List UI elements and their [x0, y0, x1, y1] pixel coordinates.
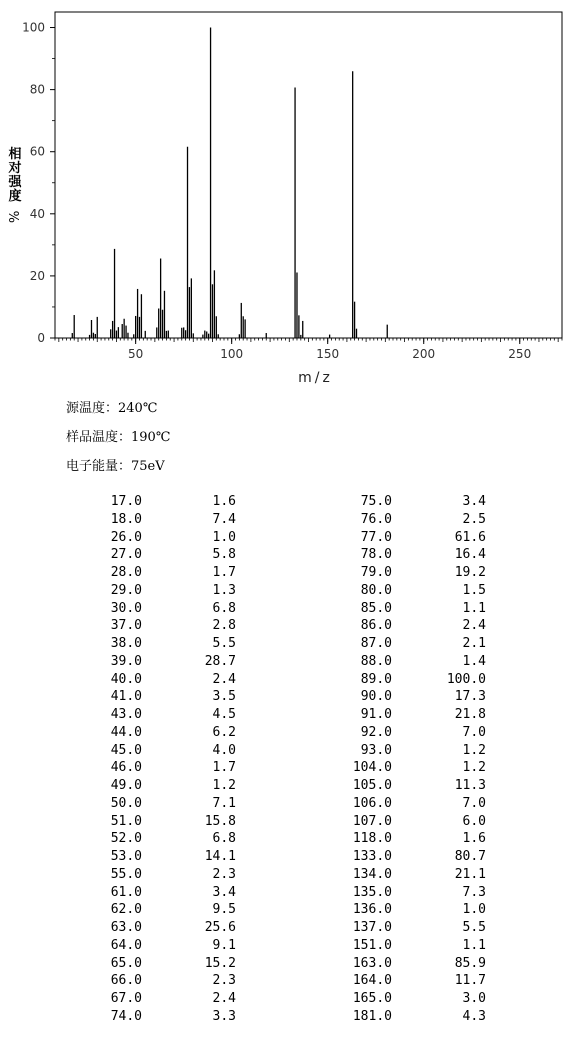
table-row: [342, 884, 486, 902]
y-axis-label: [7, 146, 23, 223]
mz-value: 181.0: [352, 1008, 392, 1024]
mz-value: 66.0: [110, 973, 142, 989]
intensity-value: 2.8: [212, 618, 236, 634]
table-row: [342, 724, 486, 742]
param-label: 源温度：: [66, 401, 119, 416]
intensity-value: 2.4: [212, 991, 236, 1006]
param-value: 75eV: [131, 459, 165, 474]
intensity-value: 3.0: [462, 991, 486, 1006]
table-row: [92, 671, 236, 689]
mz-value: 41.0: [110, 689, 142, 705]
intensity-value: 19.2: [454, 565, 486, 580]
intensity-value: 1.4: [462, 653, 486, 669]
table-row: [342, 688, 486, 706]
y-axis-label-char: 强: [8, 175, 22, 190]
table-row: [342, 866, 486, 884]
mz-value: 76.0: [360, 511, 392, 527]
intensity-value: 1.2: [212, 778, 236, 793]
mz-value: 90.0: [360, 689, 392, 705]
mz-value: 46.0: [110, 760, 142, 776]
y-tick-label: 60: [29, 144, 45, 159]
mz-value: 26.0: [110, 529, 142, 545]
intensity-value: 2.5: [462, 511, 486, 527]
mz-value: 18.0: [110, 511, 142, 527]
intensity-value: 28.7: [204, 653, 236, 669]
table-row: [92, 937, 236, 955]
mz-value: 65.0: [110, 955, 142, 971]
param-value: 240℃: [118, 401, 158, 416]
table-row: [342, 777, 486, 795]
intensity-value: 1.0: [462, 902, 486, 918]
mz-value: 86.0: [360, 618, 392, 634]
intensity-value: 9.1: [212, 937, 236, 953]
table-row: [342, 937, 486, 955]
intensity-value: 9.5: [212, 902, 236, 918]
intensity-value: 100.0: [446, 671, 486, 687]
y-axis-label-char: 相: [8, 147, 22, 162]
table-row: [342, 546, 486, 564]
mz-value: 64.0: [110, 937, 142, 953]
intensity-value: 2.3: [212, 866, 236, 882]
table-row: [92, 582, 236, 600]
intensity-value: 5.5: [212, 636, 236, 651]
param-label: 电子能量：: [66, 459, 132, 474]
mz-value: 92.0: [360, 724, 392, 740]
table-row: [92, 990, 236, 1008]
param-label: 样品温度：: [66, 430, 132, 445]
y-axis-label-char: 度: [8, 189, 22, 204]
table-row: [92, 653, 236, 671]
table-row: [92, 546, 236, 564]
intensity-value: 5.8: [212, 547, 236, 563]
mz-value: 49.0: [110, 778, 142, 793]
mz-value: 89.0: [360, 671, 392, 687]
table-row: [92, 600, 236, 618]
intensity-value: 1.6: [212, 494, 236, 509]
mz-value: 50.0: [110, 795, 142, 811]
table-row: [342, 706, 486, 724]
table-row: [92, 742, 236, 760]
mz-value: 118.0: [352, 831, 392, 847]
mz-value: 134.0: [352, 866, 392, 882]
table-row: [92, 848, 236, 866]
table-row: [342, 919, 486, 937]
intensity-value: 1.7: [212, 565, 236, 580]
table-row: [92, 866, 236, 884]
intensity-value: 7.4: [212, 511, 236, 527]
intensity-value: 7.3: [462, 884, 486, 900]
intensity-value: 17.3: [454, 689, 486, 705]
table-row: [342, 600, 486, 618]
mz-value: 151.0: [352, 937, 392, 953]
peak-table-right: [342, 493, 486, 1026]
intensity-value: 16.4: [454, 547, 486, 563]
intensity-value: 61.6: [454, 529, 486, 545]
mz-value: 87.0: [360, 636, 392, 651]
mz-value: 17.0: [110, 494, 142, 509]
intensity-value: 21.8: [454, 707, 486, 722]
param-electron-energy: [66, 456, 170, 485]
table-row: [92, 564, 236, 582]
mz-value: 37.0: [110, 618, 142, 634]
table-row: [92, 493, 236, 511]
y-tick-label: 100: [22, 20, 45, 35]
x-tick-label: 250: [508, 347, 532, 361]
mz-value: 107.0: [352, 813, 392, 829]
mz-value: 105.0: [352, 778, 392, 793]
mz-value: 29.0: [110, 582, 142, 598]
intensity-value: 85.9: [454, 955, 486, 971]
acquisition-parameters: [66, 398, 170, 485]
intensity-value: 11.3: [454, 778, 486, 793]
x-tick-label: 200: [412, 347, 436, 361]
table-row: [342, 564, 486, 582]
intensity-value: 3.4: [462, 494, 486, 509]
param-value: 190℃: [131, 430, 171, 445]
mz-value: 39.0: [110, 653, 142, 669]
mz-value: 91.0: [360, 707, 392, 722]
intensity-value: 1.5: [462, 582, 486, 598]
plot-frame: [55, 12, 562, 338]
mz-value: 63.0: [110, 920, 142, 935]
param-source-temperature: [66, 398, 170, 427]
y-tick-label: 80: [29, 82, 45, 97]
mz-value: 93.0: [360, 742, 392, 758]
intensity-value: 3.3: [212, 1008, 236, 1024]
intensity-value: 1.1: [462, 600, 486, 616]
mz-value: 106.0: [352, 795, 392, 811]
mz-value: 30.0: [110, 600, 142, 616]
mz-value: 51.0: [110, 813, 142, 829]
y-tick-label: 40: [29, 206, 45, 221]
table-row: [92, 529, 236, 547]
param-sample-temperature: [66, 427, 170, 456]
mz-value: 163.0: [352, 955, 392, 971]
intensity-value: 15.2: [204, 955, 236, 971]
mz-value: 136.0: [352, 902, 392, 918]
mz-value: 135.0: [352, 884, 392, 900]
x-axis-label: m/z: [298, 370, 333, 386]
mz-value: 77.0: [360, 529, 392, 545]
intensity-value: 1.0: [212, 529, 236, 545]
table-row: [342, 511, 486, 529]
mz-value: 28.0: [110, 565, 142, 580]
table-row: [342, 582, 486, 600]
mz-value: 80.0: [360, 582, 392, 598]
mz-value: 52.0: [110, 831, 142, 847]
mz-value: 38.0: [110, 636, 142, 651]
intensity-value: 7.0: [462, 795, 486, 811]
mz-value: 75.0: [360, 494, 392, 509]
intensity-value: 1.7: [212, 760, 236, 776]
mz-value: 44.0: [110, 724, 142, 740]
table-row: [92, 884, 236, 902]
intensity-value: 3.5: [212, 689, 236, 705]
table-row: [342, 830, 486, 848]
table-row: [92, 777, 236, 795]
intensity-value: 1.3: [212, 582, 236, 598]
intensity-value: 1.2: [462, 742, 486, 758]
table-row: [92, 972, 236, 990]
table-row: [92, 759, 236, 777]
intensity-value: 3.4: [212, 884, 236, 900]
table-row: [92, 688, 236, 706]
y-axis-unit: %: [8, 210, 23, 223]
table-row: [342, 972, 486, 990]
mz-value: 45.0: [110, 742, 142, 758]
table-row: [342, 848, 486, 866]
mz-value: 79.0: [360, 565, 392, 580]
table-row: [342, 901, 486, 919]
mz-value: 85.0: [360, 600, 392, 616]
table-row: [342, 990, 486, 1008]
intensity-value: 4.3: [462, 1008, 486, 1024]
mz-value: 164.0: [352, 973, 392, 989]
table-row: [92, 1008, 236, 1026]
intensity-value: 6.2: [212, 724, 236, 740]
table-row: [92, 813, 236, 831]
table-row: [342, 493, 486, 511]
y-axis-label-char: 对: [8, 161, 22, 176]
intensity-value: 7.1: [212, 795, 236, 811]
mz-value: 137.0: [352, 920, 392, 935]
table-row: [92, 795, 236, 813]
table-row: [92, 511, 236, 529]
table-row: [342, 635, 486, 653]
mz-value: 27.0: [110, 547, 142, 563]
table-row: [342, 1008, 486, 1026]
mz-value: 62.0: [110, 902, 142, 918]
intensity-value: 2.4: [462, 618, 486, 634]
intensity-value: 1.6: [462, 831, 486, 847]
intensity-value: 25.6: [204, 920, 236, 935]
x-tick-label: 150: [316, 347, 340, 361]
mz-value: 88.0: [360, 653, 392, 669]
x-tick-label: 100: [220, 347, 244, 361]
table-row: [92, 830, 236, 848]
table-row: [92, 635, 236, 653]
mz-value: 53.0: [110, 849, 142, 864]
intensity-value: 21.1: [454, 866, 486, 882]
intensity-value: 6.8: [212, 600, 236, 616]
table-row: [342, 955, 486, 973]
intensity-value: 6.8: [212, 831, 236, 847]
mz-value: 74.0: [110, 1008, 142, 1024]
table-row: [342, 617, 486, 635]
table-row: [92, 901, 236, 919]
intensity-value: 15.8: [204, 813, 236, 829]
table-row: [342, 813, 486, 831]
intensity-value: 1.2: [462, 760, 486, 776]
table-row: [342, 671, 486, 689]
mz-value: 165.0: [352, 991, 392, 1006]
table-row: [92, 919, 236, 937]
table-row: [92, 617, 236, 635]
intensity-value: 2.1: [462, 636, 486, 651]
intensity-value: 14.1: [204, 849, 236, 864]
mz-value: 55.0: [110, 866, 142, 882]
table-row: [92, 955, 236, 973]
table-row: [342, 529, 486, 547]
intensity-value: 11.7: [454, 973, 486, 989]
table-row: [342, 742, 486, 760]
mz-value: 78.0: [360, 547, 392, 563]
intensity-value: 2.3: [212, 973, 236, 989]
peak-table-left: [92, 493, 236, 1026]
intensity-value: 2.4: [212, 671, 236, 687]
intensity-value: 1.1: [462, 937, 486, 953]
intensity-value: 6.0: [462, 813, 486, 829]
mz-value: 104.0: [352, 760, 392, 776]
intensity-value: 5.5: [462, 920, 486, 935]
intensity-value: 4.0: [212, 742, 236, 758]
mass-spectrum-chart: [0, 0, 570, 392]
y-tick-label: 0: [37, 331, 45, 345]
mz-value: 40.0: [110, 671, 142, 687]
mz-value: 67.0: [110, 991, 142, 1006]
intensity-value: 4.5: [212, 707, 236, 722]
table-row: [92, 706, 236, 724]
intensity-value: 80.7: [454, 849, 486, 864]
intensity-value: 7.0: [462, 724, 486, 740]
table-row: [92, 724, 236, 742]
table-row: [342, 653, 486, 671]
mz-value: 133.0: [352, 849, 392, 864]
mz-value: 43.0: [110, 707, 142, 722]
x-tick-label: 50: [128, 347, 144, 361]
y-tick-label: 20: [29, 268, 45, 283]
table-row: [342, 795, 486, 813]
mz-value: 61.0: [110, 884, 142, 900]
table-row: [342, 759, 486, 777]
